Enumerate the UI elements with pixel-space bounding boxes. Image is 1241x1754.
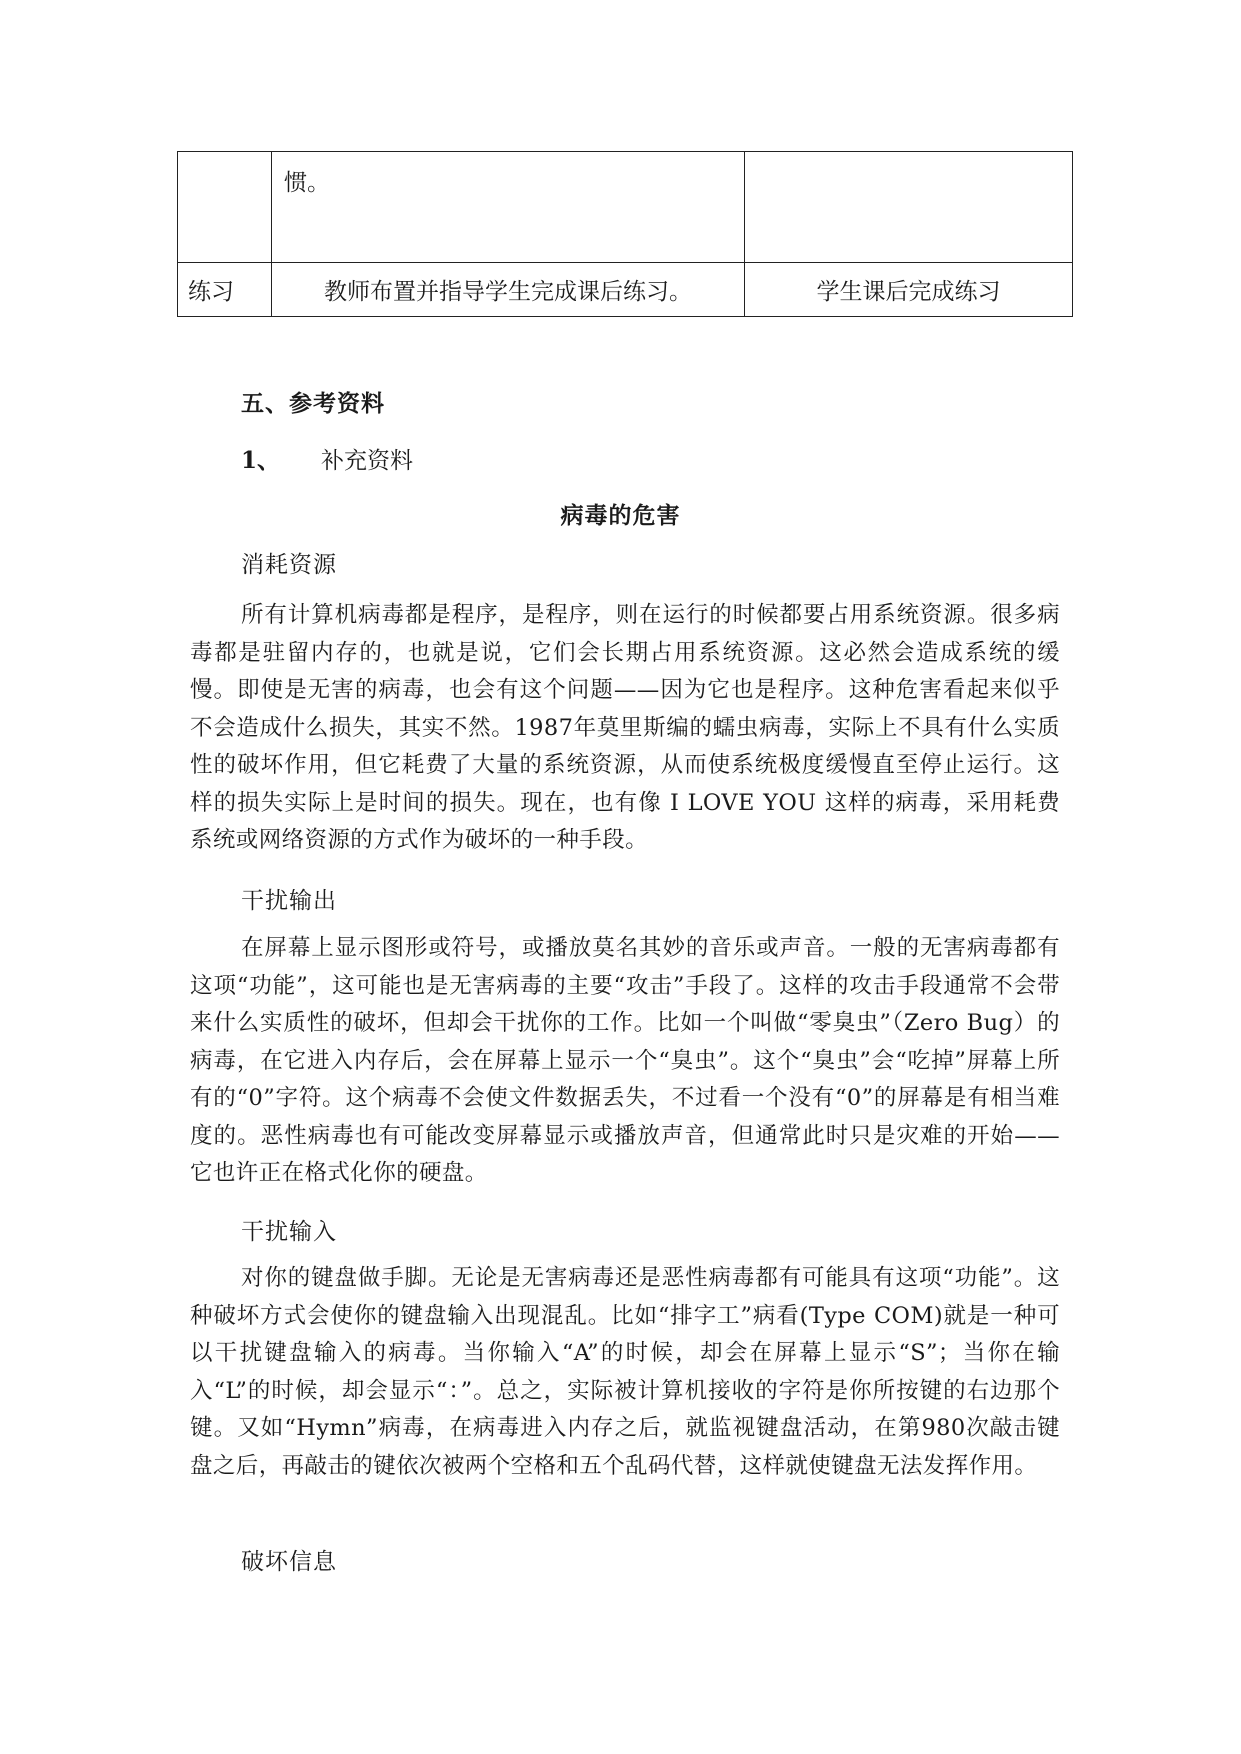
table-cell: 教师布置并指导学生完成课后练习。 <box>272 263 745 317</box>
table-row <box>178 152 1073 263</box>
section-heading: 五、参考资料 <box>241 390 385 417</box>
section-paragraph: 在屏幕上显示图形或符号，或播放莫名其妙的音乐或声音。一般的无害病毒都有这项“功能”，这可能也是无害病毒的主要“攻击”手段了。这样的攻击手段通常不会带来什么实质性的破坏，但却会干扰你的工作。比如一个叫做“零臭虫”（Zero Bug）的病毒，在它进入内存后，会在屏幕上显示一个“臭虫”。这个“臭虫”会“吃掉”屏幕上所有的“0”字符。这个病毒不会使文件数据丢失，不过看一个没有“0”的屏幕是有相当难度的。恶性病毒也有可能改变屏幕显示或播放声音，但通常此时只是灾难的开始——它也许正在格式化你的硬盘。 <box>190 935 1060 1186</box>
lesson-table <box>177 151 1073 317</box>
sub-heading <box>241 442 413 475</box>
table-cell: 学生课后完成练习 <box>745 263 1073 317</box>
section-label: 干扰输入 <box>241 1219 337 1245</box>
section-paragraph: 所有计算机病毒都是程序，是程序，则在运行的时候都要占用系统资源。很多病毒都是驻留内存的，也就是说，它们会长期占用系统资源。这必然会造成系统的缓慢。即使是无害的病毒，也会有这个问题——因为它也是程序。这种危害看起来似乎不会造成什么损失，其实不然。1987年莫里斯编的蠕虫病毒，实际上不具有什么实质性的破坏作用，但它耗费了大量的系统资源，从而使系统极度缓慢直至停止运行。这样的损失实际上是时间的损失。现在，也有像 I LOVE YOU 这样的病毒，采用耗费系统或网络资源的方式作为破坏的一种手段。 <box>190 602 1060 853</box>
section-paragraph: 对你的键盘做手脚。无论是无害病毒还是恶性病毒都有可能具有这项“功能”。这种破坏方式会使你的键盘输入出现混乱。比如“排字工”病看(Type COM)就是一种可以干扰键盘输入的病毒。当你输入“A”的时候，却会在屏幕上显示“S”；当你在输入“L”的时候，却会显示“：”。总之，实际被计算机接收的字符是你所按键的右边那个键。又如“Hymn”病毒，在病毒进入内存之后，就监视键盘活动，在第980次敲击键盘之后，再敲击的键依次被两个空格和五个乱码代替，这样就使键盘无法发挥作用。 <box>190 1265 1060 1479</box>
table-cell: 练习 <box>178 263 272 317</box>
table-cell: 惯。 <box>272 152 745 263</box>
section-label: 破坏信息 <box>241 1549 337 1575</box>
section-label: 消耗资源 <box>241 552 337 578</box>
sub-heading-text: 补充资料 <box>321 448 413 474</box>
section-label: 干扰输出 <box>241 888 337 914</box>
table-cell <box>178 152 272 263</box>
table-cell <box>745 152 1073 263</box>
table-row <box>178 263 1073 317</box>
article-title: 病毒的危害 <box>560 502 681 529</box>
sub-heading-number: 1、 <box>241 447 281 474</box>
